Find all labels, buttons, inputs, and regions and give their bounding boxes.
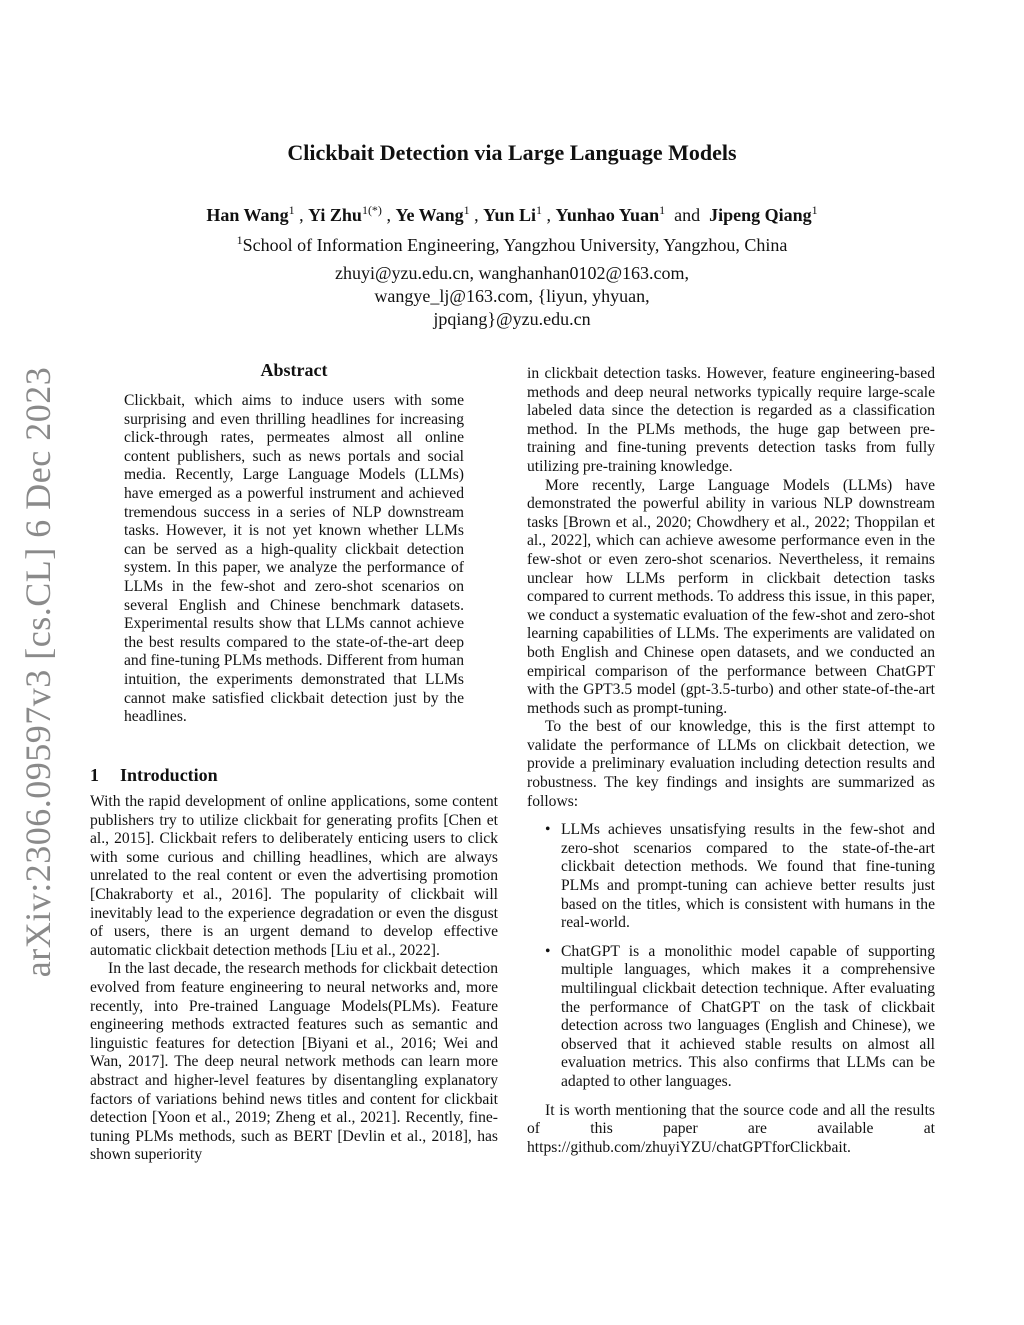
section-title: Introduction xyxy=(120,765,218,785)
author-list: Han Wang$^1$ , Yi Zhu$^{1(*)}$ , Ye Wang$^1$ , Yun Li$^1$ , Yunhao Yuan$^1$ and Jipeng Qiang$^1$ xyxy=(206,203,818,225)
paragraph: More recently, Large Language Models (LLMs) have demonstrated the powerful ability in various NLP downstream tasks [Brown et al., 2020; Chowdhery et al., 2022; Thoppilan et al., 2022], which can achieve awesome performance even in the few-shot or even zero-shot scenarios. Nevertheless, it remains unclear how LLMs perform in clickbait detection tasks compared to current methods. To address this issue, in this paper, we conduct a systematic evaluation of the few-shot and zero-shot learning capabilities of LLMs. The experiments are validated on both English and Chinese open datasets, and we conducted an empirical comparison of the performance between ChatGPT with the GPT3.5 model (gpt-3.5-turbo) and other state-of-the-art methods such as prompt-tuning. xyxy=(527,476,935,717)
list-item xyxy=(527,943,935,1092)
affiliation xyxy=(0,233,1024,256)
section-heading-introduction xyxy=(90,765,498,786)
author-emails xyxy=(262,262,762,331)
abstract-body xyxy=(124,392,464,727)
author-name: Jipeng Qiang xyxy=(709,205,812,225)
author-mark: 1(*) xyxy=(361,203,382,217)
right-column-body xyxy=(527,365,935,1157)
paper-title: Clickbait Detection via Large Language Models xyxy=(287,140,737,165)
list-item-text: ChatGPT is a monolithic model capable of supporting multiple languages, which makes it a comprehensive multilingual clickbait detection technique. After evaluating the performance of ChatGPT on the task of clickbait detection across two languages (English and Chinese), we observed that it achieved stable results on almost all evaluation metrics. This also confirms that LLMs can be adapted to other languages. xyxy=(561,942,935,1090)
author-name: Ye Wang xyxy=(395,205,464,225)
author-conjunction: and xyxy=(674,205,701,225)
author-name: Yunhao Yuan xyxy=(555,205,660,225)
paragraph: It is worth mentioning that the source code and all the results of this paper are available at https://github.com/zhuyiYZU/chatGPTforClickbait. xyxy=(527,1101,935,1156)
list-item-text: LLMs achieves unsatisfying results in the few-shot and zero-shot scenarios compared to the state-of-the-art clickbait detection methods. We found that fine-tuning PLMs and prompt-tuning can achieve better results just based on the titles, which is consistent with humans in the real-world. xyxy=(561,821,935,932)
paragraph: With the rapid development of online applications, some content publishers try to utilize clickbait for generating profits [Chen et al., 2015]. Clickbait refers to deliberately enticing users to click with some curious and chilling headlines, which are always unrelated to the real content or even the advertising promotion [Chakraborty et al., 2016]. The popularity of clickbait will inevitably lead to the experience degradation or even the disgust of users, there is an urgent demand to develop effective automatic clickbait detection methods [Liu et al., 2022]. xyxy=(90,793,498,959)
arxiv-sidebar xyxy=(16,362,60,982)
abstract-text: Clickbait, which aims to induce users with some surprising and even thrilling headlines for increasing click-through rates, permeates almost all online content publishers, such as news portals and social media. Recently, Large Language Models (LLMs) have emerged as a powerful instrument and achieved tremendous success in a series of NLP downstream tasks. However, it is not yet known whether LLMs can be served as a high-quality clickbait detection system. In this paper, we analyze the performance of LLMs in the few-shot and zero-shot scenarios on several English and Chinese benchmark datasets. Experimental results show that LLMs cannot achieve the best results compared to the state-of-the-art deep and fine-tuning PLMs methods. Different from human intuition, the experiments demonstrated that LLMs cannot make satisfied clickbait detection just by the headlines. xyxy=(124,392,464,726)
affiliation-text: School of Information Engineering, Yangzhou University, Yangzhou, China xyxy=(242,235,788,255)
paragraph: To the best of our knowledge, this is the first attempt to validate the performance of LLMs on clickbait detection, we provide a preliminary evaluation including detection results and robustness. The key findings and insights are summarized as follows: xyxy=(527,718,935,810)
left-column-body xyxy=(90,793,498,1165)
author-mark: 1 xyxy=(811,203,818,217)
email-line: jpqiang}@yzu.edu.cn xyxy=(433,309,591,329)
paragraph: in clickbait detection tasks. However, feature engineering-based methods and deep neural networks typically require large-scale labeled data since the detection is regarded as a classification method. In the PLMs methods, the huge gap between pre-training and fine-tuning prevents detection tasks from fully utilizing pre-training knowledge. xyxy=(527,365,935,475)
list-item xyxy=(527,821,935,933)
bullet-icon: • xyxy=(545,942,551,960)
affiliation-mark: 1 xyxy=(236,233,243,247)
paragraph: In the last decade, the research methods for clickbait detection evolved from feature engineering to neural networks and, more recently, into Pre-trained Language Models(PLMs). Feature engineering methods extracted features such as semantic and linguistic features for detection [Biyani et al., 2016; Wei and Wan, 2017]. The deep neural network methods can learn more abstract and higher-level features by disentangling explanatory factors of variations behind news titles and content for clickbait detection [Yoon et al., 2019; Zheng et al., 2021]. Recently, fine-tuning PLMs methods, such as BERT [Devlin et al., 2018], has shown superiority xyxy=(90,960,498,1164)
author-mark: 1 xyxy=(659,203,666,217)
author-mark: 1 xyxy=(463,203,470,217)
section-number: 1 xyxy=(90,765,99,785)
author-mark: 1 xyxy=(536,203,542,217)
abstract-heading: Abstract xyxy=(260,360,328,380)
findings-list xyxy=(527,821,935,1091)
author-name: Yun Li xyxy=(483,205,536,225)
email-line: zhuyi@yzu.edu.cn, wanghanhan0102@163.com, wangye_lj@163.com, {liyun, yhyuan, xyxy=(334,263,690,306)
author-name: Yi Zhu xyxy=(308,205,362,225)
arxiv-identifier: arXiv:2306.09597v3 [cs.CL] 6 Dec 2023 xyxy=(18,366,58,978)
bullet-icon: • xyxy=(545,821,551,839)
author-name: Han Wang xyxy=(206,205,289,225)
author-mark: 1 xyxy=(288,203,295,217)
